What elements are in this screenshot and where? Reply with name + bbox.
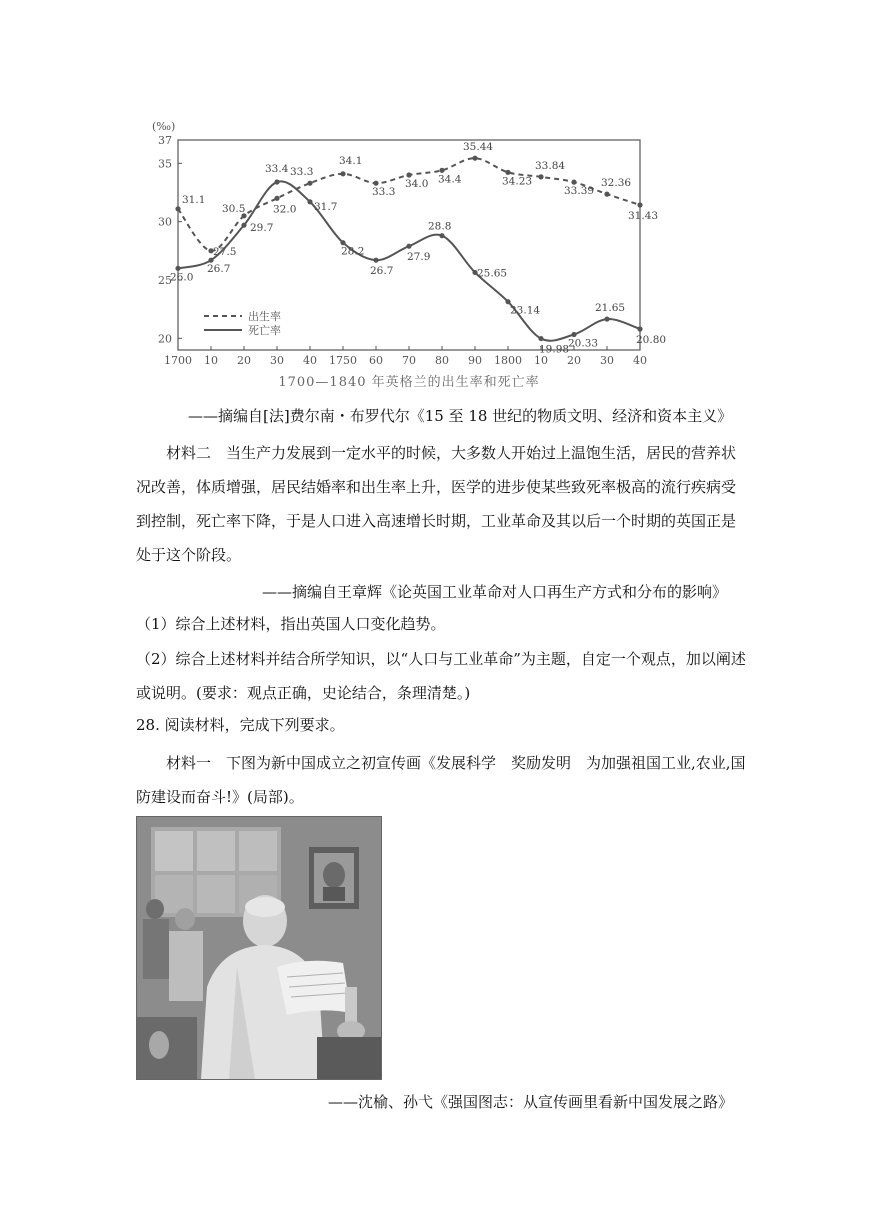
death-rate-point-1800 bbox=[505, 299, 510, 304]
death-rate-data-label-1700: 26.0 bbox=[170, 271, 194, 284]
material-one-paragraph: 材料一 下图为新中国成立之初宣传画《发展科学 奖励发明 为加强祖国工业,农业,国防建设而奋斗!》(局部)。 bbox=[136, 754, 746, 806]
death-rate-data-label-1810: 19.98 bbox=[539, 343, 570, 356]
birth-rate-point-1840 bbox=[637, 202, 642, 207]
x-tick-label-1770: 70 bbox=[402, 354, 416, 367]
y-tick-label-25: 25 bbox=[158, 274, 172, 287]
y-tick-label-30: 30 bbox=[158, 215, 172, 229]
birth-rate-data-label-1830: 32.36 bbox=[601, 177, 632, 190]
birth-rate-data-label-1840: 31.43 bbox=[628, 209, 659, 222]
death-rate-point-1720 bbox=[241, 223, 246, 228]
birth-rate-data-label-1790: 35.44 bbox=[463, 141, 494, 154]
birth-rate-data-label-1700: 31.1 bbox=[182, 193, 206, 206]
death-rate-point-1780 bbox=[439, 233, 444, 238]
death-rate-data-label-1790: 25.65 bbox=[477, 267, 508, 280]
death-rate-data-label-1750: 28.2 bbox=[341, 245, 365, 258]
death-rate-data-label-1830: 21.65 bbox=[595, 302, 626, 315]
death-rate-data-label-1820: 20.33 bbox=[568, 337, 599, 350]
death-rate-data-label-1740: 31.7 bbox=[314, 200, 338, 213]
death-rate-point-1830 bbox=[604, 316, 609, 321]
birth-rate-point-1820 bbox=[571, 180, 576, 185]
birth-rate-data-label-1810: 33.84 bbox=[535, 159, 566, 172]
x-tick-label-1730: 30 bbox=[270, 354, 284, 367]
death-rate-data-label-1840: 20.80 bbox=[636, 334, 667, 346]
birth-rate-data-label-1710: 27.5 bbox=[213, 245, 237, 258]
x-tick-label-1780: 80 bbox=[435, 354, 449, 367]
y-tick-label-37: 37 bbox=[158, 134, 172, 147]
death-rate-point-1750 bbox=[340, 240, 345, 245]
chart-svg bbox=[148, 118, 667, 394]
source-citation-braudel: ——摘编自[法]费尔南・布罗代尔《15 至 18 世纪的物质文明、经济和资本主义》 bbox=[188, 407, 733, 425]
x-tick-label-1830: 30 bbox=[600, 354, 614, 367]
x-tick-label-1790: 90 bbox=[468, 354, 482, 367]
death-rate-data-label-1800: 23.14 bbox=[510, 304, 541, 317]
y-tick-label-20: 20 bbox=[158, 332, 172, 346]
death-rate-point-1810 bbox=[538, 336, 543, 341]
x-tick-label-1710: 10 bbox=[204, 354, 218, 367]
death-rate-point-1700 bbox=[175, 266, 180, 271]
birth-rate-data-label-1800: 34.23 bbox=[502, 175, 533, 188]
chart-title: 1700—1840 年英格兰的出生率和死亡率 bbox=[278, 375, 540, 390]
birth-rate-data-label-1780: 34.4 bbox=[438, 173, 462, 186]
death-rate-data-label-1720: 29.7 bbox=[250, 222, 274, 235]
birth-rate-point-1810 bbox=[538, 174, 543, 179]
death-rate-point-1730 bbox=[274, 179, 279, 184]
x-tick-label-1800: 1800 bbox=[494, 354, 522, 367]
death-rate-data-label-1730: 33.4 bbox=[265, 163, 289, 175]
death-rate-point-1760 bbox=[373, 258, 378, 263]
birth-rate-point-1770 bbox=[406, 172, 411, 177]
question-2: （2）综合上述材料并结合所学知识，以“人口与工业革命”为主题，自定一个观点，加以阐述或说明。(要求：观点正确，史论结合，条理清楚。) bbox=[136, 650, 746, 702]
birth-rate-point-1740 bbox=[307, 181, 312, 186]
legend-death-label: 死亡率 bbox=[248, 324, 281, 337]
death-rate-point-1820 bbox=[571, 332, 576, 337]
x-tick-label-1720: 20 bbox=[237, 354, 251, 367]
death-rate-data-label-1780: 28.8 bbox=[428, 220, 452, 233]
x-tick-label-1810: 10 bbox=[534, 354, 548, 367]
birth-rate-data-label-1740: 33.3 bbox=[290, 166, 314, 179]
birth-rate-data-label-1750: 34.1 bbox=[339, 154, 363, 167]
birth-rate-point-1800 bbox=[505, 170, 510, 175]
source-citation-wang: ——摘编自王章辉《论英国工业革命对人口再生产方式和分布的影响》 bbox=[262, 583, 728, 601]
birth-rate-point-1750 bbox=[340, 171, 345, 176]
death-rate-data-label-1760: 26.7 bbox=[370, 265, 394, 278]
death-rate-point-1710 bbox=[208, 258, 213, 263]
x-tick-label-1750: 1750 bbox=[329, 354, 357, 367]
propaganda-poster-image bbox=[136, 816, 382, 1080]
x-tick-label-1820: 20 bbox=[567, 354, 581, 367]
x-tick-label-1740: 40 bbox=[303, 354, 317, 367]
birth-death-rate-chart bbox=[148, 118, 667, 394]
death-rate-data-label-1710: 26.7 bbox=[207, 263, 231, 276]
birth-rate-data-label-1760: 33.3 bbox=[372, 186, 396, 199]
y-axis-unit-label: (‰) bbox=[152, 120, 176, 133]
legend-birth-label: 出生率 bbox=[248, 310, 281, 323]
question-1: （1）综合上述材料，指出英国人口变化趋势。 bbox=[136, 615, 446, 633]
death-rate-point-1840 bbox=[637, 326, 642, 331]
birth-rate-data-label-1720: 30.5 bbox=[222, 202, 246, 215]
birth-rate-point-1760 bbox=[373, 181, 378, 186]
x-tick-label-1840: 40 bbox=[633, 354, 647, 367]
birth-rate-point-1780 bbox=[439, 168, 444, 173]
material-two-paragraph: 材料二 当生产力发展到一定水平的时候，大多数人开始过上温饱生活，居民的营养状况改善，体质增强，居民结婚率和出生率上升，医学的进步使某些致死率极高的流行疾病受到控制，死亡率下降，于是人口进入高速增长时期，工业革命及其以后一个时期的英国正是处于这个阶段。 bbox=[136, 444, 737, 564]
birth-rate-data-label-1730: 32.0 bbox=[273, 203, 297, 216]
birth-rate-point-1830 bbox=[604, 192, 609, 197]
birth-rate-data-label-1820: 33.39 bbox=[564, 185, 595, 198]
question-28-heading: 28. 阅读材料，完成下列要求。 bbox=[136, 716, 345, 734]
death-rate-data-label-1770: 27.9 bbox=[407, 251, 431, 264]
y-tick-label-35: 35 bbox=[158, 157, 172, 171]
birth-rate-point-1790 bbox=[472, 156, 477, 161]
death-rate-point-1740 bbox=[307, 199, 312, 204]
death-rate-point-1770 bbox=[406, 244, 411, 249]
x-tick-label-1760: 60 bbox=[369, 354, 383, 367]
x-tick-label-1700: 1700 bbox=[164, 354, 192, 367]
birth-rate-data-label-1770: 34.0 bbox=[405, 178, 429, 190]
birth-rate-point-1730 bbox=[274, 196, 279, 201]
source-citation-shen: ——沈榆、孙弋《强国图志：从宣传画里看新中国发展之路》 bbox=[328, 1093, 734, 1111]
birth-rate-point-1700 bbox=[175, 206, 180, 211]
birth-rate-line bbox=[178, 158, 640, 251]
